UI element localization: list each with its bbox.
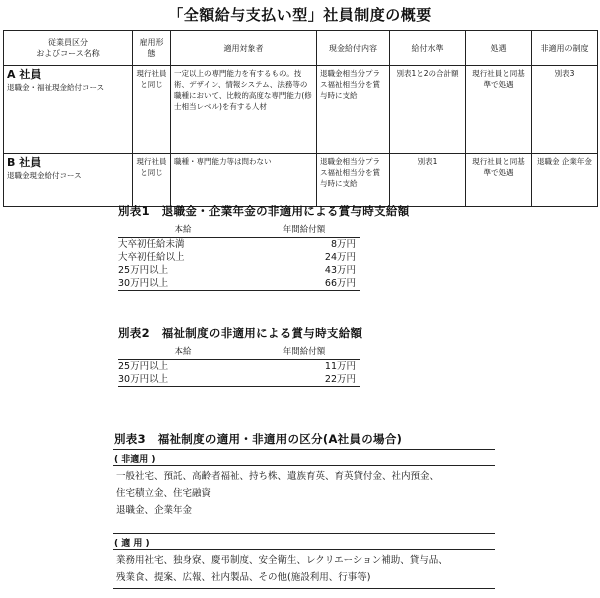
row-a-pay-level: 別表1と2の合計額 <box>390 66 466 154</box>
table1 <box>118 224 360 291</box>
row-b-cash-content: 退職金相当分プラス福祉相当分を賞与時に支給 <box>317 154 390 207</box>
page-title: 「全額給与支払い型」社員制度の概要 <box>168 6 432 24</box>
header-category <box>4 31 133 66</box>
table1-base: 大卒初任給以上 <box>118 252 185 263</box>
section-divider <box>113 465 495 466</box>
applied-line: 残業食、提案、広報、社内製品、その他(施設利用、行事等) <box>116 572 371 583</box>
row-a-category <box>4 66 133 154</box>
applied-line: 業務用社宅、独身寮、慶弔制度、安全衛生、レクリエーション補助、貸与品、 <box>116 555 448 566</box>
header-cash-content: 現金給付内容 <box>317 31 390 66</box>
table-row <box>118 238 360 252</box>
table1-amount: 24万円 <box>324 252 356 263</box>
table2-header-row <box>118 346 360 360</box>
table1-header-amount: 年間給付額 <box>248 224 360 238</box>
table-row <box>118 251 360 264</box>
table1-header-base: 本給 <box>118 224 248 238</box>
table-row <box>118 373 360 387</box>
table1-base: 大卒初任給未満 <box>118 239 185 250</box>
table3-title: 別表3 福祉制度の適用・非適用の区分(A社員の場合) <box>114 432 403 446</box>
section-divider <box>113 533 495 534</box>
header-non-applied: 非適用の制度 <box>532 31 598 66</box>
row-a-eligibility: 一定以上の専門能力を有するもの。技術、デザイン、情報システム、法務等の職種において、比較的高度な専門能力(修士相当レベル)を有する人材 <box>171 66 317 154</box>
header-row <box>4 31 598 66</box>
row-a-group: A 社員 <box>7 68 42 81</box>
row-b-treatment: 現行社員と同基準で処遇 <box>466 154 532 207</box>
row-a-cash-content: 退職金相当分プラス福祉相当分を賞与時に支給 <box>317 66 390 154</box>
overview-table <box>3 30 598 207</box>
table-row <box>4 154 598 207</box>
row-b-non-applied: 退職金 企業年金 <box>532 154 598 207</box>
section-divider <box>113 549 495 550</box>
table-row <box>118 277 360 291</box>
row-b-pay-level: 別表1 <box>390 154 466 207</box>
table-row <box>118 360 360 374</box>
row-a-course: 退職金・福祉現金給付コース <box>7 83 105 92</box>
table-row <box>118 264 360 277</box>
header-category-line-2: およびコース名称 <box>36 49 100 58</box>
table2-header-amount: 年間給付額 <box>248 346 360 360</box>
table2 <box>118 346 360 387</box>
table2-header-base: 本給 <box>118 346 248 360</box>
table2-title: 別表2 福祉制度の非適用による賞与時支給額 <box>118 326 363 340</box>
row-a-non-applied: 別表3 <box>532 66 598 154</box>
applied-label: ( 適 用 ) <box>114 539 150 549</box>
section-divider <box>113 588 495 589</box>
non-applied-label: ( 非適用 ) <box>114 455 156 465</box>
table1-base: 25万円以上 <box>118 265 169 276</box>
header-employment: 雇用形態 <box>133 31 171 66</box>
non-applied-line: 住宅積立金、住宅融資 <box>116 488 212 499</box>
table1-base: 30万円以上 <box>118 277 248 291</box>
table1-title: 別表1 退職金・企業年金の非適用による賞与時支給額 <box>118 204 410 218</box>
table1-header-row <box>118 224 360 238</box>
table2-amount: 22万円 <box>248 373 360 387</box>
row-b-group: B 社員 <box>7 156 42 169</box>
table2-base: 30万円以上 <box>118 373 248 387</box>
row-b-course: 退職金現金給付コース <box>7 171 82 180</box>
applied-list <box>116 552 506 586</box>
row-b-category <box>4 154 133 207</box>
header-eligibility: 適用対象者 <box>171 31 317 66</box>
row-a-treatment: 現行社員と同基準で処遇 <box>466 66 532 154</box>
table1-amount: 66万円 <box>248 277 360 291</box>
table2-amount: 11万円 <box>324 361 356 372</box>
row-b-employment: 現行社員と同じ <box>133 154 171 207</box>
header-pay-level: 給付水準 <box>390 31 466 66</box>
header-category-line-1: 従業員区分 <box>48 38 88 47</box>
table-row <box>4 66 598 154</box>
table1-amount: 8万円 <box>330 239 356 250</box>
non-applied-list <box>116 468 506 519</box>
section-divider <box>113 449 495 450</box>
table1-amount: 43万円 <box>324 265 356 276</box>
header-treatment: 処遇 <box>466 31 532 66</box>
table2-base: 25万円以上 <box>118 361 169 372</box>
non-applied-line: 退職金、企業年金 <box>116 505 193 516</box>
row-a-employment: 現行社員と同じ <box>133 66 171 154</box>
row-b-eligibility: 職種・専門能力等は問わない <box>171 154 317 207</box>
non-applied-line: 一般社宅、預託、高齢者福祉、持ち株、遺族育英、育英貸付金、社内預金、 <box>116 471 440 482</box>
